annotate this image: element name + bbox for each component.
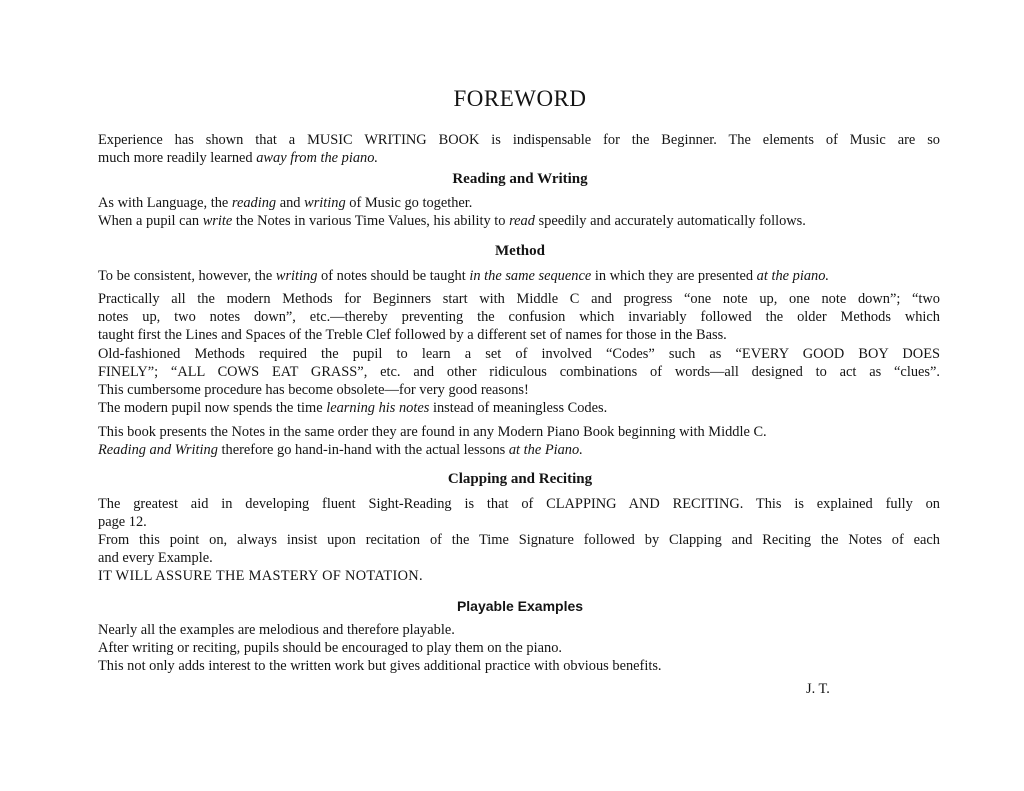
method-line-9: This book presents the Notes in the same order they are found in any Modern Piano Book beginning with Middle C. (98, 424, 767, 440)
emphasis: writing (275, 268, 318, 284)
text: of notes should be taught (317, 268, 470, 284)
emphasis: Reading and Writing (98, 442, 218, 458)
heading-method: Method (495, 243, 545, 259)
text: When a pupil can (98, 213, 203, 229)
text: To be consistent, however, the (98, 268, 276, 284)
reading-line-1 (98, 194, 472, 212)
intro-line-1: Experience has shown that a MUSIC WRITING BOOK is indispensable for the Beginner. The elements of Music are so (98, 132, 940, 148)
emphasis: at the Piano. (508, 442, 583, 458)
method-line-7: This cumbersome procedure has become obsolete—for very good reasons! (98, 382, 529, 398)
method-line-8 (98, 399, 607, 417)
method-line-3: notes up, two notes down”, etc.—thereby preventing the confusion which invariably followed the older Methods which (98, 309, 940, 325)
method-line-5: Old-fashioned Methods required the pupil to learn a set of involved “Codes” such as “EVERY GOOD BOY DOES (98, 346, 940, 362)
emphasis: writing (304, 195, 346, 211)
text: As with Language, the (98, 195, 232, 211)
emphasis: learning his notes (326, 400, 430, 416)
clapping-line-1: The greatest aid in developing fluent Sight-Reading is that of CLAPPING AND RECITING. This is explained fully on (98, 496, 940, 512)
emphasis: in the same sequence (469, 268, 592, 284)
clapping-line-5: IT WILL ASSURE THE MASTERY OF NOTATION. (98, 568, 423, 584)
intro-emphasis: away from the piano. (256, 150, 379, 166)
intro-line-2 (98, 149, 378, 167)
text: the Notes in various Time Values, his ability to (232, 213, 510, 229)
text: in which they are presented (591, 268, 757, 284)
author-signature: J. T. (806, 681, 830, 697)
method-line-2: Practically all the modern Methods for Beginners start with Middle C and progress “one note up, one note down”; “two (98, 291, 940, 307)
emphasis: reading (231, 195, 277, 211)
playable-line-1: Nearly all the examples are melodious and therefore playable. (98, 622, 455, 638)
clapping-line-3: From this point on, always insist upon recitation of the Time Signature followed by Clapping and Reciting the Notes of each (98, 532, 940, 548)
text: and (276, 195, 305, 211)
heading-clapping-reciting: Clapping and Reciting (447, 471, 593, 487)
emphasis: at the piano. (756, 268, 830, 284)
text: therefore go hand-in-hand with the actual lessons (217, 442, 509, 458)
heading-reading-writing: Reading and Writing (452, 171, 588, 187)
clapping-line-2: page 12. (98, 514, 147, 530)
emphasis: write (202, 213, 233, 229)
method-line-10 (98, 441, 583, 459)
heading-playable-examples: Playable Examples (456, 598, 584, 614)
method-line-1 (98, 267, 829, 285)
text: of Music go together. (345, 195, 473, 211)
emphasis: read (509, 213, 535, 229)
method-line-6: FINELY”; “ALL COWS EAT GRASS”, etc. and other ridiculous combinations of words—all designed to act as “clues”. (98, 364, 940, 380)
playable-line-2: After writing or reciting, pupils should be encouraged to play them on the piano. (98, 640, 562, 656)
text: The modern pupil now spends the time (98, 400, 327, 416)
method-line-4: taught first the Lines and Spaces of the Treble Clef followed by a different set of names for those in the Bass. (98, 327, 727, 343)
text: speedily and accurately automatically follows. (534, 213, 806, 229)
playable-line-3: This not only adds interest to the written work but gives additional practice with obvious benefits. (98, 658, 662, 674)
text: instead of meaningless Codes. (429, 400, 608, 416)
reading-line-2 (98, 212, 806, 230)
clapping-line-4: and every Example. (98, 550, 213, 566)
page-title: FOREWORD (453, 86, 587, 111)
intro-text: much more readily learned (98, 150, 257, 166)
